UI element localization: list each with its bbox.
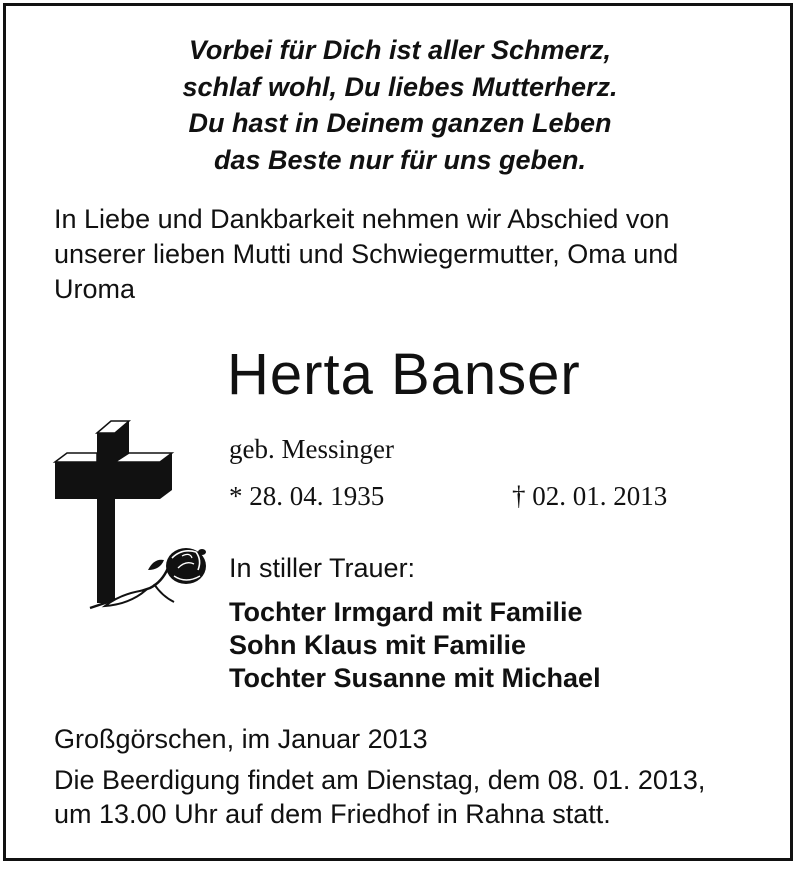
intro-line: Uroma — [54, 274, 136, 304]
cross-shape — [55, 421, 172, 603]
funeral-line: Die Beerdigung findet am Dienstag, dem 08. 01. 2013, — [54, 765, 706, 795]
poem-line: das Beste nur für uns geben. — [213, 144, 587, 175]
mourners-list — [229, 596, 601, 695]
intro-line: In Liebe und Dankbarkeit nehmen wir Abschied von — [54, 204, 670, 234]
death-date: † 02. 01. 2013 — [512, 481, 668, 511]
mourner-item: Sohn Klaus mit Familie — [229, 630, 527, 660]
poem-line: schlaf wohl, Du liebes Mutterherz. — [182, 71, 618, 102]
poem-line: Du hast in Deinem ganzen Leben — [188, 108, 612, 138]
mourner-item: Tochter Susanne mit Michael — [229, 663, 601, 693]
birth-date: * 28. 04. 1935 — [229, 481, 385, 511]
deceased-name: Herta Banser — [227, 342, 581, 407]
poem — [0, 32, 800, 178]
cross-icon — [50, 418, 210, 618]
mourning-label: In stiller Trauer: — [229, 553, 416, 583]
funeral-info — [54, 763, 705, 831]
intro-text — [54, 202, 754, 307]
poem-line: Vorbei für Dich ist aller Schmerz, — [188, 35, 612, 65]
born-name: geb. Messinger — [229, 434, 394, 464]
intro-line: unserer lieben Mutti und Schwiegermutter, Oma und — [54, 239, 679, 269]
place-date: Großgörschen, im Januar 2013 — [54, 724, 428, 754]
funeral-line: um 13.00 Uhr auf dem Friedhof in Rahna statt. — [54, 799, 611, 829]
mourner-item: Tochter Irmgard mit Familie — [229, 597, 583, 627]
